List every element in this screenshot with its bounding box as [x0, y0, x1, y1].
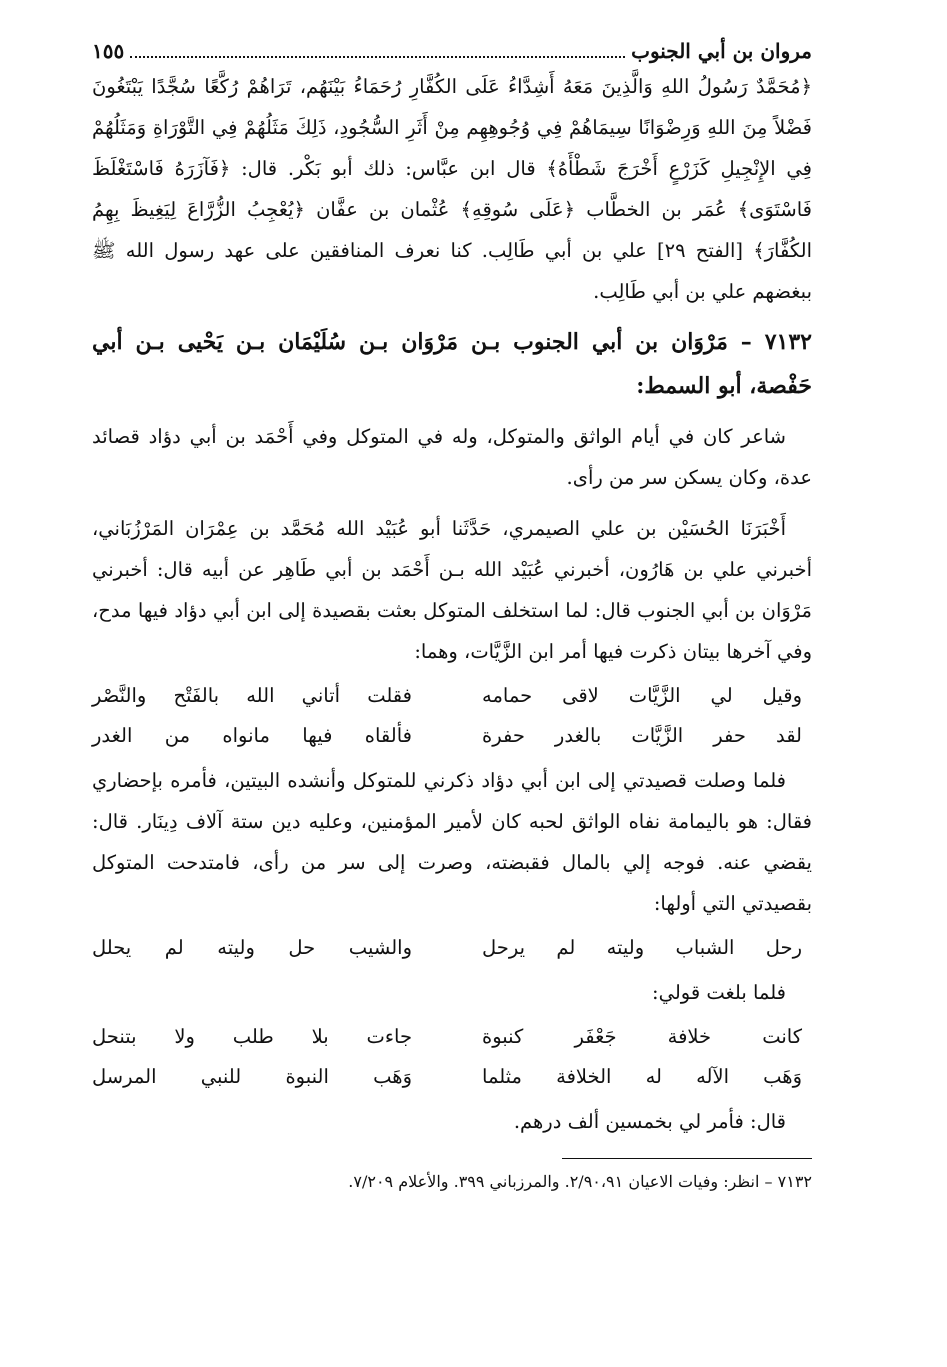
verse-first-hemistich: وقيل لي الزَّيَّات لاقى حمامه: [482, 684, 802, 707]
verse-second-hemistich: فقلت أتاني الله بالفَتْح والنَّصْر: [92, 684, 412, 707]
isnad-paragraph: أَخْبَرَنَا الحُسَيْن بن علي الصيمري، حَدَّثَنا أبو عُبَيْد الله مُحَمَّد بن عِمْرَان المَرْزُبَاني، أخبرني علي بن هَارُون، أخبرني عُبَيْد الله بـن أَحْمَد بن أبي طَاهِر عن أبيه قال: أخبرني مَرْوَان بن أبي الجنوب قال: لما استخلف المتوكل بعثت بقصيدة إلى ابن أبي دؤاد فيها مدح، وفي آخرها بيتان ذكرت فيها أمر ابن الزَّيَّات، وهما:: [92, 517, 812, 663]
verse-second-hemistich: فألقاه فيها مانواه من الغدر: [92, 724, 412, 747]
verse-line: [92, 1057, 812, 1097]
closing-line: قال: فأمر لي بخمسين ألف درهم.: [513, 1110, 786, 1133]
biography-paragraph: شاعر كان في أيام الواثق والمتوكل، وله في المتوكل وفي أَحْمَد بن أبي دؤاد قصائد عدة، وكان يسكن سر من رأى.: [92, 425, 812, 489]
verse-line: [92, 1017, 812, 1057]
verse-second-hemistich: والشيب حل وليته لم يحلل: [92, 936, 412, 959]
narrative-paragraph: فلما وصلت قصيدتي إلى ابن أبي دؤاد ذكرني للمتوكل وأنشده البيتين، فأمره بإحضاري فقال: هو باليمامة نفاه الواثق لحبه كان لأمير المؤمنين، وعليه دين ستة آلاف دِينَار. قال: يقضي عنه. فوجه إلي بالمال فقبضته، وصرت إلى سر من رأى، فامتدحت المتوكل بقصيدتي التي أولها:: [92, 769, 812, 915]
poem-block-1: [92, 676, 812, 756]
poem-block-3: [92, 1017, 812, 1097]
verse-line: [92, 676, 812, 716]
verse-second-hemistich: وَهَب النبوة للنبي المرسل: [92, 1065, 412, 1088]
verse-first-hemistich: كانت خلافة جَعْفَر كنبوة: [482, 1025, 802, 1048]
verse-first-hemistich: رحل الشباب وليته لم يرحل: [482, 936, 802, 959]
book-page: [92, 36, 812, 1195]
quran-paragraph: ﴿مُحَمَّدٌ رَسُولُ اللهِ وَالَّذِينَ مَعَهُ أَشِدَّاءُ عَلَى الكُفَّارِ رُحَمَاءُ بَيْنَهُم، تَرَاهُمْ رُكَّعًا سُجَّدًا يَبْتَغُونَ فَضْلاً مِنَ اللهِ وَرِضْوَانًا سِيمَاهُمْ فِي وُجُوهِهِم مِنْ أَثَرِ السُّجُودِ، ذَلِكَ مَثَلُهُمْ فِي التَّوْرَاةِ وَمَثَلُهُمْ فِي الإِنْجِيلِ كَزَرْعٍ أَخْرَجَ شَطْأَهُ﴾ قال ابن عبَّاس: ذلك أبو بَكْر. قال: ﴿فَآزَرَهُ فَاسْتَغْلَظَ فَاسْتَوَى﴾ عُمَر بن الخطَّاب ﴿عَلَى سُوقِهِ﴾ عُثْمان بن عفَّان ﴿يُعْجِبُ الزُّرَّاعَ لِيَغِيظَ بِهِمُ الكُفَّارَ﴾ [الفتح ٢٩] علي بن أبي طَالِب. كنا نعرف المنافقين على عهد رسول الله ﷺ ببغضهم علي بن أبي طَالِب.: [92, 75, 812, 303]
narrative-line: فلما بلغت قولي:: [652, 981, 786, 1004]
verse-line: [92, 928, 812, 968]
poem-block-2: [92, 928, 812, 968]
page-number: ١٥٥: [92, 39, 125, 63]
running-title: مروان بن أبي الجنوب: [631, 39, 812, 63]
footnote-rule: [562, 1158, 812, 1159]
verse-second-hemistich: جاءت بلا طلب ولا بتنحل: [92, 1025, 412, 1048]
verse-line: [92, 716, 812, 756]
running-header: [92, 36, 812, 66]
footnote: ٧١٣٢ – انظر: وفيات الاعيان ٢/٩٠،٩١. والمرزباني ٣٩٩. والأعلام ٧/٢٠٩.: [348, 1172, 812, 1191]
verse-first-hemistich: لقد حفر الزَّيَّات بالغدر حفرة: [482, 724, 802, 747]
verse-first-hemistich: وَهَب الآله له الخلافة مثلما: [482, 1065, 802, 1088]
entry-heading: ٧١٣٢ – مَرْوَان بن أبي الجنوب بـن مَرْوَان بـن سُلَيْمَان بـن يَحْيى بـن أبي حَفْصة، أبو السمط:: [92, 329, 812, 399]
header-leader-dots: [130, 56, 625, 58]
